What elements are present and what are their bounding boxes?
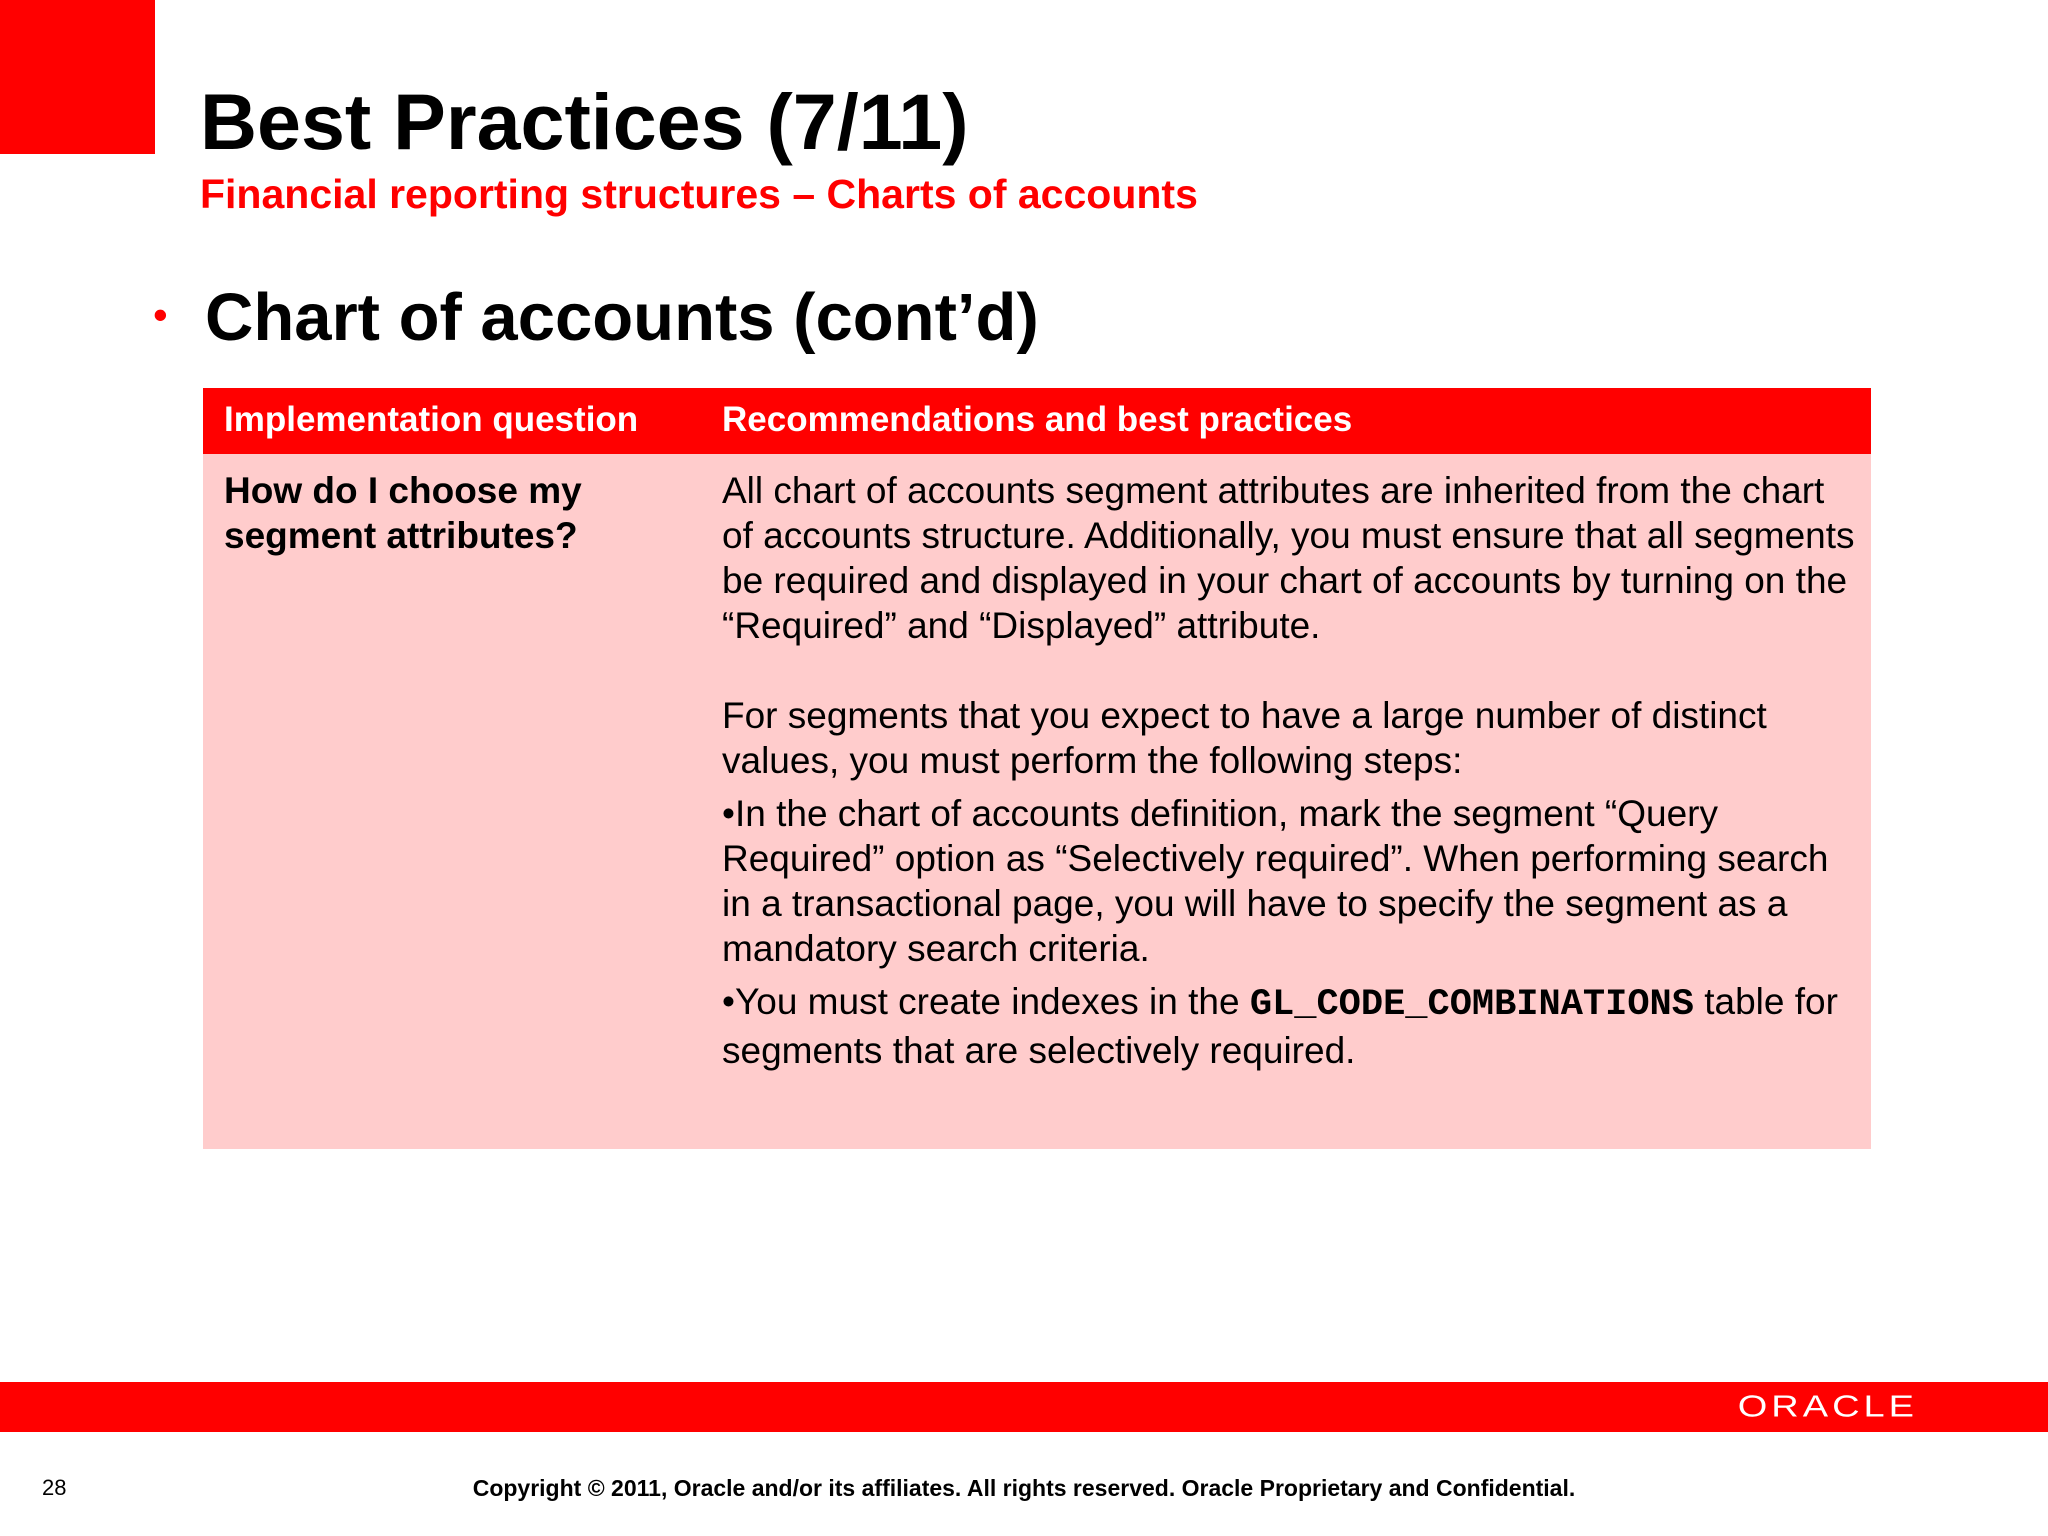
answer-paragraph-1: All chart of accounts segment attributes are inherited from the chart of accounts structure. Additionally, you must ensure that all segments be required and displayed in your chart of accounts by turning on the “Required” and “Displayed” attribute. [722, 470, 1855, 646]
copyright-notice: Copyright © 2011, Oracle and/or its affiliates. All rights reserved. Oracle Proprietary and Confidential. [472, 1475, 1576, 1501]
table-header-row [203, 388, 1871, 454]
header-implementation-question: Implementation question [224, 400, 639, 439]
table-name-code: GL_CODE_COMBINATIONS [1249, 984, 1694, 1026]
answer-cell [722, 468, 1862, 1073]
step-2-prefix: •You must create indexes in the [722, 981, 1250, 1022]
step-2-suffix: table for segments that are selectively required. [722, 981, 1838, 1071]
answer-paragraph-2: For segments that you expect to have a large number of distinct values, you must perform the following steps: [722, 695, 1767, 781]
bullet-icon: • [153, 291, 168, 338]
footer-bar [0, 1382, 2048, 1432]
page-number: 28 [42, 1475, 67, 1500]
slide-subtitle: Financial reporting structures – Charts of accounts [200, 171, 1198, 217]
best-practices-table [203, 388, 1871, 1149]
table-row [203, 454, 1871, 1149]
answer-step-2 [722, 979, 1862, 1073]
slide-title: Best Practices (7/11) [200, 77, 969, 166]
corner-accent-block [0, 0, 155, 154]
bullet-heading: Chart of accounts (cont’d) [205, 280, 1039, 355]
header-recommendations: Recommendations and best practices [722, 400, 1353, 439]
oracle-logo: ORACLE [1737, 1390, 1918, 1424]
answer-step-1: •In the chart of accounts definition, mark the segment “Query Required” option as “Selectively required”. When performing search in a transactional page, you will have to specify the segment as a mandatory search criteria. [722, 793, 1829, 969]
question-cell: How do I choose my segment attributes? [224, 470, 582, 556]
